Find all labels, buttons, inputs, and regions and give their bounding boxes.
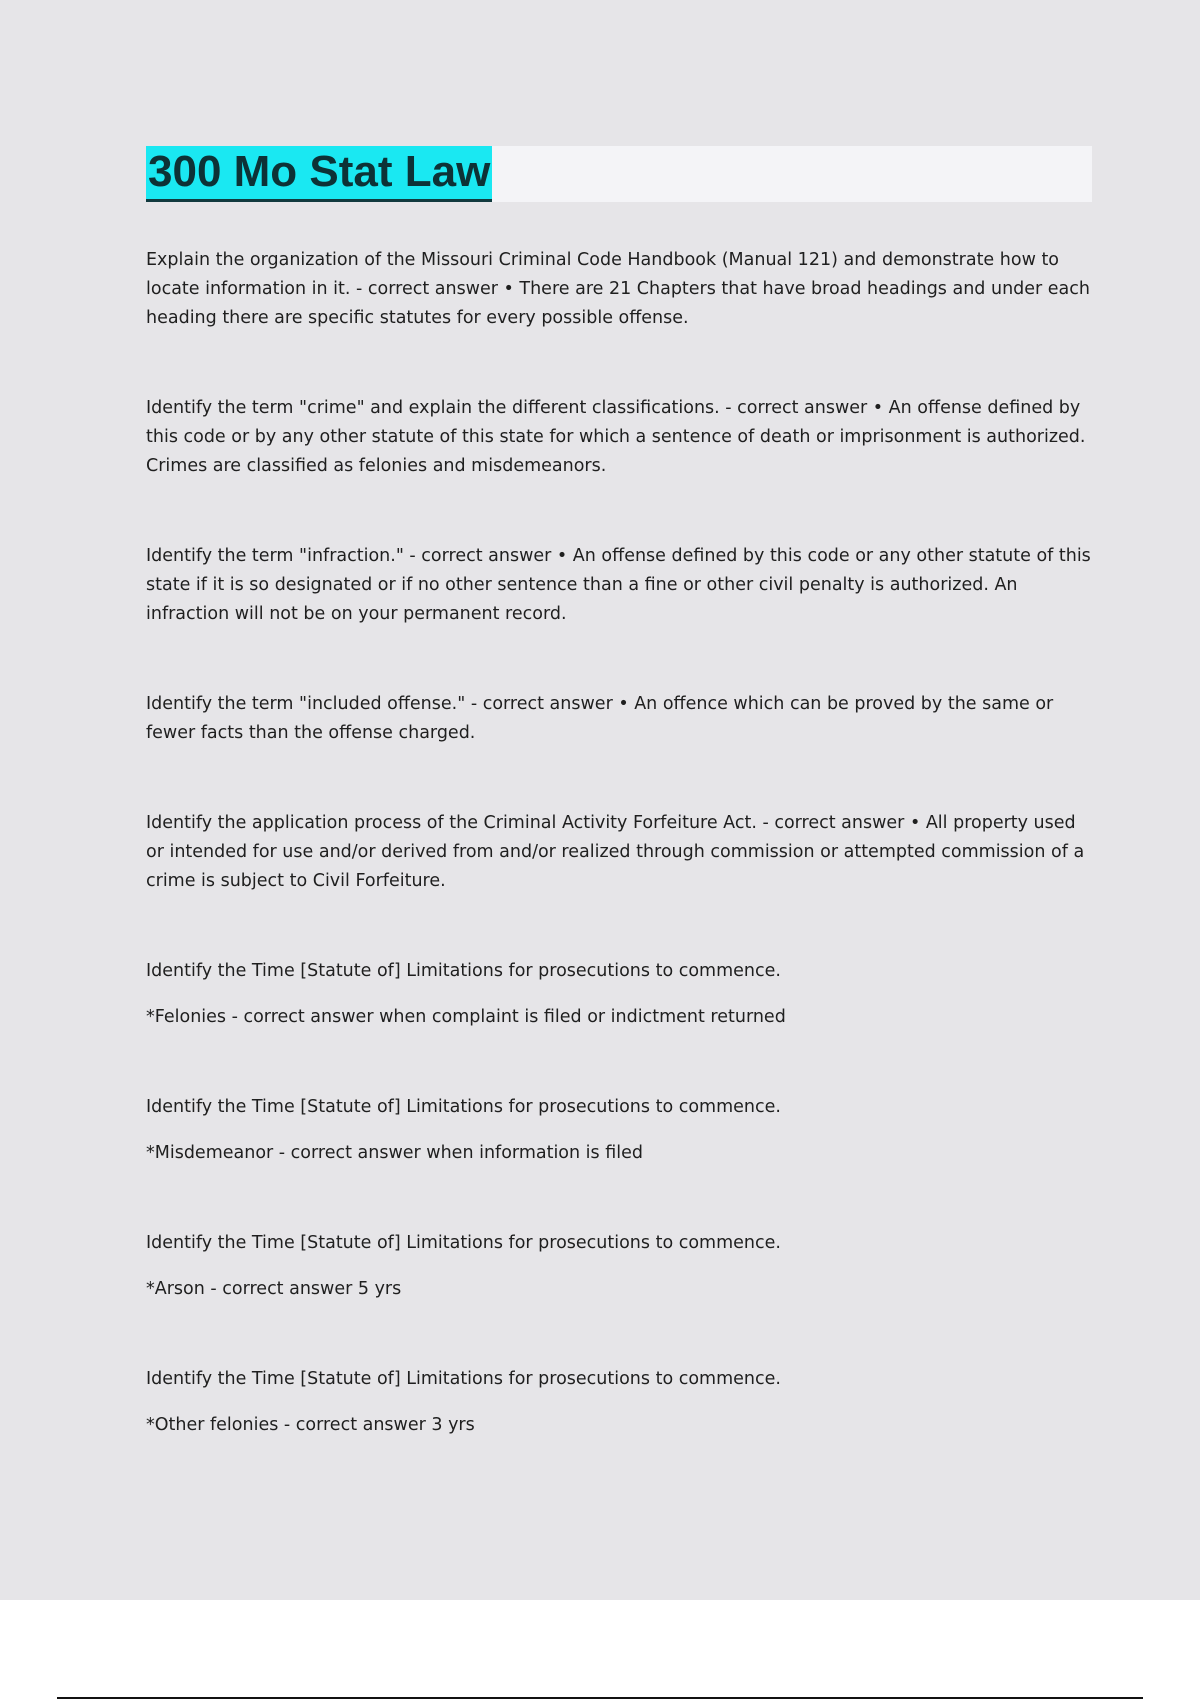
qa-question: Identify the Time [Statute of] Limitations for prosecutions to commence. — [146, 1097, 781, 1117]
qa-text: Explain the organization of the Missouri Criminal Code Handbook (Manual 121) and demonstrate how to locate information in it. - correct answer • There are 21 Chapters that have broad headings and under each heading there are specific statutes for every possible offense. — [146, 250, 1090, 328]
qa-item — [146, 1229, 1096, 1304]
qa-text: Identify the term "included offense." - correct answer • An offence which can be proved by the same or fewer facts than the offense charged. — [146, 694, 1054, 743]
qa-item — [146, 809, 1096, 896]
qa-item — [146, 1365, 1096, 1440]
qa-text: Identify the term "infraction." - correct answer • An offense defined by this code or any other statute of this state if it is so designated or if no other sentence than a fine or other civil penalty is authorized. An infraction will not be on your permanent record. — [146, 546, 1091, 624]
qa-question: Identify the Time [Statute of] Limitations for prosecutions to commence. — [146, 1369, 781, 1389]
qa-item — [146, 1093, 1096, 1168]
qa-text: Identify the application process of the Criminal Activity Forfeiture Act. - correct answer • All property used or intended for use and/or derived from and/or realized through commission or attempted commission of a crime is subject to Civil Forfeiture. — [146, 813, 1085, 891]
qa-answer: *Misdemeanor - correct answer when information is filed — [146, 1143, 643, 1163]
qa-answer: *Arson - correct answer 5 yrs — [146, 1279, 402, 1299]
footer-rule — [57, 1697, 1143, 1699]
qa-item — [146, 690, 1096, 748]
qa-answer: *Felonies - correct answer when complaint is filed or indictment returned — [146, 1007, 786, 1027]
qa-question: Identify the Time [Statute of] Limitations for prosecutions to commence. — [146, 961, 781, 981]
document-title: 300 Mo Stat Law — [146, 146, 492, 202]
document-content — [146, 246, 1096, 1501]
qa-question: Identify the Time [Statute of] Limitations for prosecutions to commence. — [146, 1233, 781, 1253]
qa-text: Identify the term "crime" and explain the different classifications. - correct answer • An offense defined by this code or by any other statute of this state for which a sentence of death or imprisonment is authorized. Crimes are classified as felonies and misdemeanors. — [146, 398, 1086, 476]
qa-item — [146, 542, 1096, 629]
qa-item — [146, 394, 1096, 481]
qa-answer: *Other felonies - correct answer 3 yrs — [146, 1415, 475, 1435]
qa-item — [146, 957, 1096, 1032]
qa-item — [146, 246, 1096, 333]
